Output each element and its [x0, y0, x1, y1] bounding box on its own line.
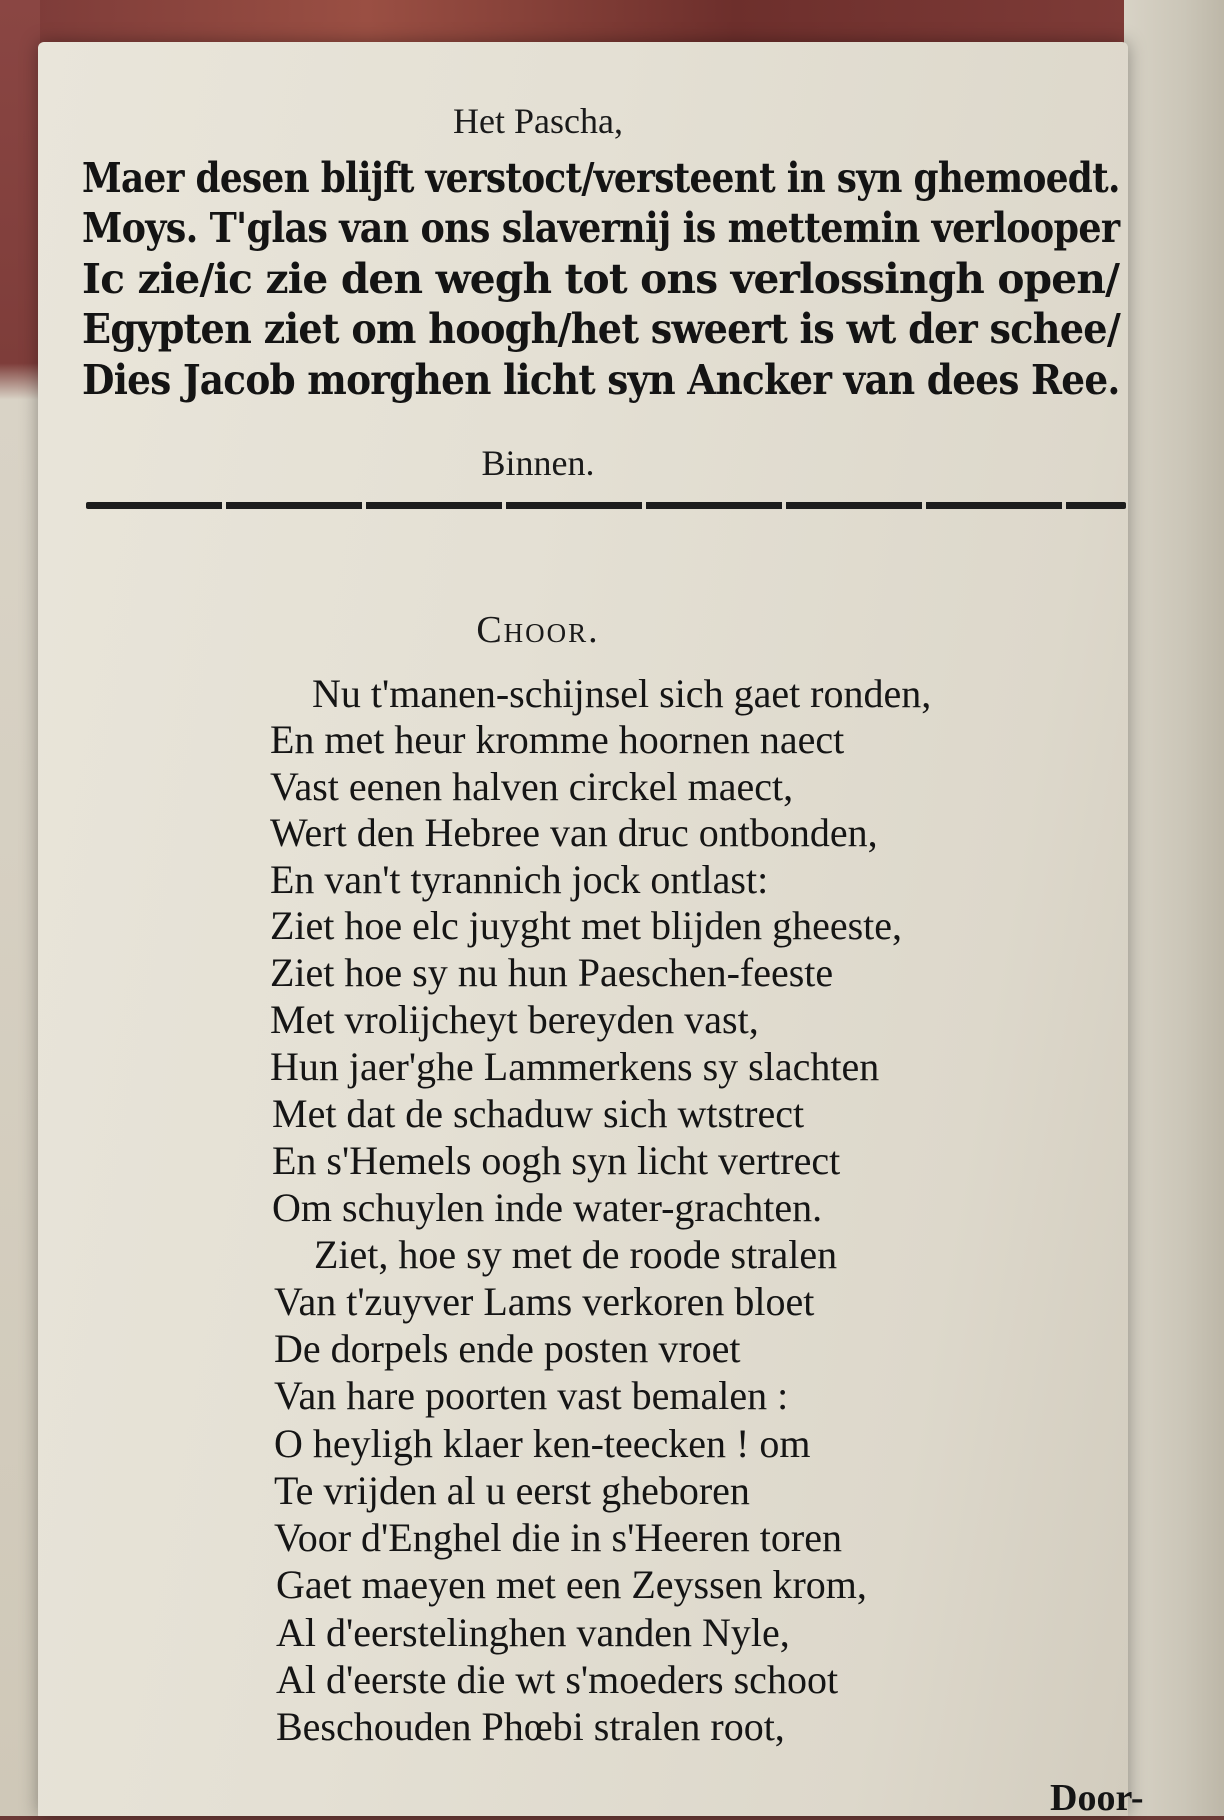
catchword: Door-: [1050, 1777, 1144, 1819]
verse-line: Van hare poorten vast bemalen :: [274, 1373, 789, 1418]
verse-line: En met heur kromme hoornen naect: [270, 717, 845, 762]
verse-line: Nu t'manen-schijnsel sich gaet ronden,: [312, 671, 932, 716]
blackletter-line: Maer desen blijft verstoct/versteent in syn ghemoedt.: [82, 154, 1120, 202]
section-heading: Choor.: [476, 609, 600, 651]
verse-line: Om schuylen inde water-grachten.: [272, 1185, 823, 1230]
verse-line: Wert den Hebree van druc ontbonden,: [270, 810, 878, 855]
verse-line: Gaet maeyen met een Zeyssen krom,: [276, 1562, 867, 1607]
verse-line: Ziet, hoe sy met de roode stralen: [314, 1232, 838, 1277]
verse-line: Te vrijden al u eerst gheboren: [274, 1468, 750, 1513]
verse-line: Vast eenen halven circkel maect,: [270, 764, 794, 809]
section-divider-rule: [86, 502, 1126, 509]
verse-line: Ziet hoe sy nu hun Paeschen-feeste: [270, 950, 834, 995]
verse-line: Al d'eerstelinghen vanden Nyle,: [276, 1610, 790, 1655]
verse-line: Met dat de schaduw sich wtstrect: [272, 1091, 805, 1136]
blackletter-line: Moys. T'glas van ons slavernij is mettemin verlooper: [82, 204, 1120, 252]
verse-line: En van't tyrannich jock ontlast:: [270, 857, 769, 902]
verse-line: Hun jaer'ghe Lammerkens sy slachten: [270, 1044, 880, 1089]
background-left-edge: [0, 0, 40, 1816]
running-head: Het Pascha,: [453, 101, 623, 141]
verse-line: Beschouden Phœbi stralen root,: [276, 1704, 785, 1749]
verse-line: Ziet hoe elc juyght met blijden gheeste,: [270, 903, 903, 948]
verse-line: Met vrolijcheyt bereyden vast,: [270, 997, 759, 1042]
blackletter-line: Ic zie/ic zie den wegh tot ons verlossingh open/: [82, 255, 1120, 303]
verse-line: Van t'zuyver Lams verkoren bloet: [274, 1279, 815, 1324]
stage-direction: Binnen.: [481, 443, 595, 483]
book-page: [38, 42, 1144, 1819]
verse-line: Al d'eerste die wt s'moeders schoot: [276, 1657, 839, 1702]
verse-line: En s'Hemels oogh syn licht vertrect: [272, 1138, 841, 1183]
verse-line: De dorpels ende posten vroet: [274, 1326, 741, 1371]
blackletter-line: Egypten ziet om hoogh/het sweert is wt der schee/: [82, 305, 1121, 353]
verse-line: Voor d'Enghel die in s'Heeren toren: [274, 1515, 842, 1560]
blackletter-line: Dies Jacob morghen licht syn Ancker van dees Ree.: [82, 356, 1120, 404]
adjacent-page-edge: [1124, 0, 1224, 1816]
verse-line: O heyligh klaer ken-teecken ! om: [274, 1421, 811, 1466]
